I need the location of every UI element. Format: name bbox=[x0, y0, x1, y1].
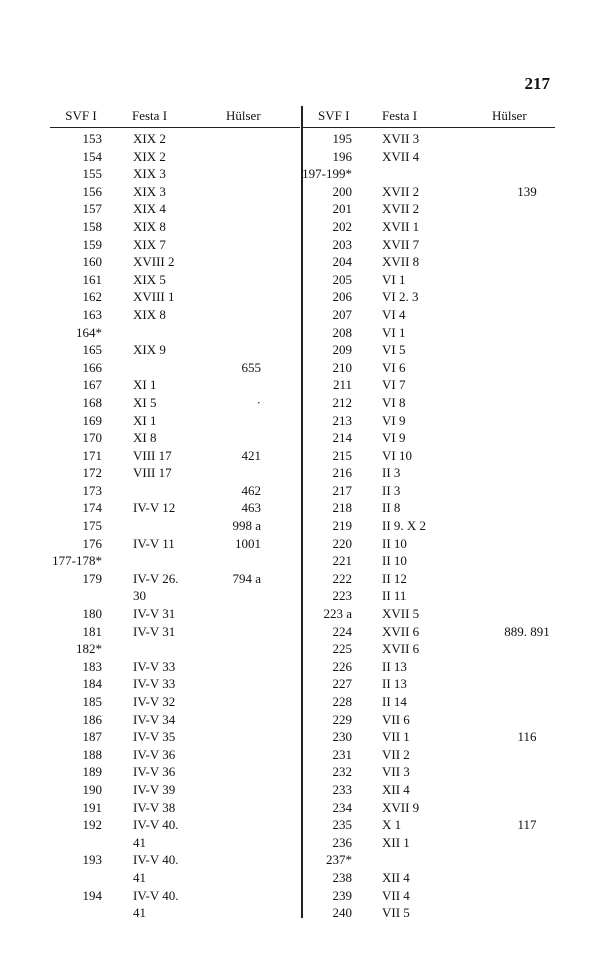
cell-svf: 177-178* bbox=[52, 553, 102, 569]
cell-festa: IV-V 36 bbox=[133, 746, 176, 762]
left-rows bbox=[50, 128, 300, 922]
header-hulser: Hülser bbox=[492, 108, 527, 123]
cell-festa: XVII 9 bbox=[382, 799, 420, 815]
cell-festa: II 13 bbox=[382, 658, 407, 674]
cell-svf: 200 bbox=[332, 183, 352, 199]
table-row bbox=[50, 200, 300, 218]
cell-svf: 189 bbox=[82, 764, 102, 780]
cell-festa: IV-V 39 bbox=[133, 781, 176, 797]
table-row bbox=[50, 711, 300, 729]
cell-festa: II 11 bbox=[382, 588, 407, 604]
table-row bbox=[302, 253, 555, 271]
cell-festa: X 1 bbox=[382, 817, 402, 833]
cell-svf: 218 bbox=[332, 500, 352, 516]
cell-festa: II 3 bbox=[382, 465, 401, 481]
cell-svf: 236 bbox=[332, 834, 352, 850]
cell-svf: 227 bbox=[332, 676, 352, 692]
cell-svf: 202 bbox=[332, 218, 352, 234]
table-row bbox=[302, 869, 555, 887]
cell-svf: 192 bbox=[82, 817, 102, 833]
cell-festa: VI 2. 3 bbox=[382, 289, 419, 305]
cell-festa: IV-V 40. bbox=[133, 817, 179, 833]
table-row bbox=[302, 623, 555, 641]
table-row bbox=[302, 517, 555, 535]
table-row bbox=[302, 675, 555, 693]
table-row bbox=[50, 781, 300, 799]
cell-festa: XII 4 bbox=[382, 869, 410, 885]
table-row bbox=[50, 271, 300, 289]
cell-festa: VII 2 bbox=[382, 746, 410, 762]
cell-svf: 235 bbox=[332, 817, 352, 833]
cell-festa: VIII 17 bbox=[133, 465, 172, 481]
table-row bbox=[50, 728, 300, 746]
cell-svf: 195 bbox=[332, 131, 352, 146]
cell-svf: 184 bbox=[82, 676, 102, 692]
cell-svf: 168 bbox=[82, 394, 102, 410]
table-row bbox=[50, 517, 300, 535]
cell-svf: 171 bbox=[82, 447, 102, 463]
cell-hulser: 462 bbox=[241, 482, 261, 498]
table-row bbox=[302, 781, 555, 799]
cell-svf: 194 bbox=[82, 887, 102, 903]
table-row bbox=[50, 306, 300, 324]
table-row bbox=[302, 288, 555, 306]
cell-festa: XIX 7 bbox=[133, 236, 166, 252]
table-row bbox=[302, 447, 555, 465]
cell-svf: 238 bbox=[332, 869, 352, 885]
cell-svf: 209 bbox=[332, 342, 352, 358]
cell-festa: XI 1 bbox=[133, 377, 157, 393]
cell-svf: 225 bbox=[332, 641, 352, 657]
cell-svf: 157 bbox=[82, 201, 102, 217]
cell-svf: 237* bbox=[326, 852, 352, 868]
cell-svf: 191 bbox=[82, 799, 102, 815]
cell-festa: VI 1 bbox=[382, 271, 406, 287]
cell-hulser: · bbox=[256, 394, 261, 410]
cell-svf: 182* bbox=[76, 641, 102, 657]
table-row bbox=[302, 464, 555, 482]
cell-svf: 223 a bbox=[323, 606, 352, 622]
cell-festa: XVIII 2 bbox=[133, 254, 175, 270]
cell-svf: 224 bbox=[332, 623, 352, 639]
left-header-row bbox=[50, 106, 300, 128]
table-row bbox=[50, 464, 300, 482]
cell-festa: XVII 6 bbox=[382, 623, 420, 639]
cell-svf: 172 bbox=[82, 465, 102, 481]
page-number: 217 bbox=[524, 74, 550, 93]
table-row bbox=[50, 623, 300, 641]
cell-svf: 180 bbox=[82, 606, 102, 622]
cell-festa: 41 bbox=[133, 869, 146, 885]
cell-svf: 185 bbox=[82, 694, 102, 709]
table-row bbox=[302, 148, 555, 166]
cell-svf: 179 bbox=[82, 570, 102, 586]
cell-festa: VII 6 bbox=[382, 711, 410, 727]
table-row bbox=[302, 218, 555, 236]
table-row bbox=[50, 570, 300, 588]
cell-svf: 196 bbox=[332, 148, 352, 164]
cell-svf: 208 bbox=[332, 324, 352, 340]
table-row bbox=[50, 253, 300, 271]
table-row bbox=[302, 394, 555, 412]
cell-festa: VII 5 bbox=[382, 905, 410, 921]
cell-hulser: 794 a bbox=[232, 570, 261, 586]
table-row bbox=[50, 148, 300, 166]
table-row bbox=[50, 394, 300, 412]
table-row bbox=[50, 658, 300, 676]
table-row bbox=[302, 605, 555, 623]
table-row bbox=[50, 359, 300, 377]
table-row bbox=[50, 429, 300, 447]
table-row bbox=[302, 763, 555, 781]
cell-svf: 165 bbox=[82, 342, 102, 358]
cell-festa: XIX 3 bbox=[133, 183, 166, 199]
cell-festa: VI 8 bbox=[382, 394, 406, 410]
cell-festa: II 3 bbox=[382, 482, 401, 498]
cell-festa: 41 bbox=[133, 834, 146, 850]
cell-festa: XIX 8 bbox=[133, 306, 166, 322]
table-row bbox=[302, 359, 555, 377]
table-row bbox=[50, 605, 300, 623]
table-row bbox=[302, 640, 555, 658]
header-hulser: Hülser bbox=[226, 108, 261, 123]
cell-svf: 212 bbox=[332, 394, 352, 410]
cell-svf: 234 bbox=[332, 799, 352, 815]
cell-festa: XVII 2 bbox=[382, 183, 420, 199]
cell-svf: 217 bbox=[332, 482, 352, 498]
cell-svf: 188 bbox=[82, 746, 102, 762]
cell-festa: VI 6 bbox=[382, 359, 406, 375]
cell-svf: 156 bbox=[82, 183, 102, 199]
table-row bbox=[302, 834, 555, 852]
table-row bbox=[302, 271, 555, 289]
cell-festa: VI 5 bbox=[382, 342, 406, 358]
cell-festa: VIII 17 bbox=[133, 447, 172, 463]
table-row bbox=[302, 236, 555, 254]
table-row bbox=[50, 851, 300, 869]
cell-svf: 219 bbox=[332, 518, 352, 534]
cell-svf: 204 bbox=[332, 254, 352, 270]
table-row bbox=[302, 728, 555, 746]
table-row bbox=[302, 746, 555, 764]
table-row bbox=[50, 447, 300, 465]
cell-hulser: 116 bbox=[517, 729, 537, 745]
table-row bbox=[50, 869, 300, 887]
cell-festa: IV-V 33 bbox=[133, 658, 176, 674]
table-row bbox=[50, 236, 300, 254]
cell-svf: 211 bbox=[332, 377, 352, 393]
cell-festa: VI 9 bbox=[382, 412, 406, 428]
left-column-block bbox=[50, 106, 300, 922]
table-row bbox=[302, 429, 555, 447]
cell-festa: IV-V 35 bbox=[133, 729, 176, 745]
cell-svf: 214 bbox=[332, 430, 352, 446]
cell-svf: 186 bbox=[82, 711, 102, 727]
cell-festa: XVII 7 bbox=[382, 236, 420, 252]
cell-festa: XIX 3 bbox=[133, 166, 166, 182]
table-row bbox=[302, 165, 555, 183]
table-row bbox=[302, 711, 555, 729]
table-row bbox=[302, 816, 555, 834]
header-svf: SVF I bbox=[65, 108, 97, 123]
cell-svf: 154 bbox=[82, 148, 102, 164]
header-festa: Festa I bbox=[382, 108, 418, 123]
cell-svf: 190 bbox=[82, 781, 102, 797]
cell-svf: 205 bbox=[332, 271, 352, 287]
right-column-block bbox=[302, 106, 555, 922]
cell-svf: 232 bbox=[332, 764, 352, 780]
table-row bbox=[302, 183, 555, 201]
cell-festa: IV-V 40. bbox=[133, 887, 179, 903]
cell-festa: VII 3 bbox=[382, 764, 410, 780]
cell-festa: VI 10 bbox=[382, 447, 412, 463]
cell-festa: II 9. X 2 bbox=[382, 518, 427, 534]
cell-festa: II 13 bbox=[382, 676, 407, 692]
cell-festa: XI 1 bbox=[133, 412, 157, 428]
cell-festa: II 10 bbox=[382, 553, 407, 569]
cell-festa: IV-V 34 bbox=[133, 711, 176, 727]
cell-festa: VI 1 bbox=[382, 324, 406, 340]
cell-svf: 187 bbox=[82, 729, 102, 745]
table-row bbox=[302, 499, 555, 517]
cell-festa: II 14 bbox=[382, 694, 407, 709]
table-row bbox=[50, 816, 300, 834]
table-row bbox=[50, 482, 300, 500]
table-row bbox=[50, 587, 300, 605]
cell-festa: XVII 2 bbox=[382, 201, 420, 217]
cell-hulser: 1001 bbox=[235, 535, 261, 551]
table-row bbox=[302, 200, 555, 218]
cell-festa: VI 7 bbox=[382, 377, 406, 393]
cell-hulser: 998 a bbox=[232, 518, 261, 534]
table-row bbox=[50, 799, 300, 817]
cell-hulser: 655 bbox=[241, 359, 261, 375]
table-row bbox=[302, 341, 555, 359]
cell-festa: IV-V 33 bbox=[133, 676, 176, 692]
cell-festa: XVII 4 bbox=[382, 148, 420, 164]
cell-festa: XVII 6 bbox=[382, 641, 420, 657]
cell-svf: 216 bbox=[332, 465, 352, 481]
cell-festa: IV-V 26. bbox=[133, 570, 179, 586]
cell-hulser: 421 bbox=[241, 447, 261, 463]
cell-svf: 228 bbox=[332, 694, 352, 709]
cell-festa: XVIII 1 bbox=[133, 289, 175, 305]
table-row bbox=[50, 763, 300, 781]
cell-festa: XVII 8 bbox=[382, 254, 420, 270]
table-row bbox=[50, 904, 300, 922]
cell-svf: 162 bbox=[82, 289, 102, 305]
cell-svf: 169 bbox=[82, 412, 102, 428]
cell-svf: 155 bbox=[82, 166, 102, 182]
cell-festa: IV-V 38 bbox=[133, 799, 176, 815]
cell-svf: 201 bbox=[332, 201, 352, 217]
cell-svf: 207 bbox=[332, 306, 352, 322]
cell-svf: 223 bbox=[332, 588, 352, 604]
cell-festa: 41 bbox=[133, 905, 146, 921]
table-row bbox=[302, 130, 555, 148]
cell-festa: XII 4 bbox=[382, 781, 410, 797]
cell-svf: 174 bbox=[82, 500, 102, 516]
cell-festa: XIX 5 bbox=[133, 271, 166, 287]
cell-festa: IV-V 31 bbox=[133, 623, 176, 639]
cell-svf: 176 bbox=[82, 535, 102, 551]
table-row bbox=[302, 693, 555, 711]
table-row bbox=[50, 499, 300, 517]
table-row bbox=[302, 887, 555, 905]
cell-svf: 183 bbox=[82, 658, 102, 674]
cell-festa: XVII 1 bbox=[382, 218, 420, 234]
cell-svf: 197-199* bbox=[302, 166, 352, 182]
table-row bbox=[50, 324, 300, 342]
cell-festa: IV-V 12 bbox=[133, 500, 176, 516]
cell-hulser: 139 bbox=[517, 183, 537, 199]
table-row bbox=[50, 218, 300, 236]
table-row bbox=[50, 552, 300, 570]
cell-festa: II 12 bbox=[382, 570, 407, 586]
cell-festa: VII 1 bbox=[382, 729, 410, 745]
cell-svf: 240 bbox=[332, 905, 352, 921]
cell-svf: 160 bbox=[82, 254, 102, 270]
cell-svf: 153 bbox=[82, 131, 102, 146]
cell-svf: 213 bbox=[332, 412, 352, 428]
table-row bbox=[302, 570, 555, 588]
cell-svf: 231 bbox=[332, 746, 352, 762]
table-row bbox=[302, 587, 555, 605]
cell-svf: 221 bbox=[332, 553, 352, 569]
cell-festa: II 10 bbox=[382, 535, 407, 551]
cell-festa: XIX 9 bbox=[133, 342, 166, 358]
cell-svf: 226 bbox=[332, 658, 352, 674]
cell-svf: 203 bbox=[332, 236, 352, 252]
cell-svf: 215 bbox=[332, 447, 352, 463]
cell-svf: 222 bbox=[332, 570, 352, 586]
table-row bbox=[302, 306, 555, 324]
right-rows bbox=[302, 128, 555, 922]
table-row bbox=[302, 658, 555, 676]
cell-festa: 30 bbox=[133, 588, 146, 604]
cell-svf: 229 bbox=[332, 711, 352, 727]
cell-festa: VII 4 bbox=[382, 887, 410, 903]
cell-hulser: 463 bbox=[241, 500, 261, 516]
table-row bbox=[302, 799, 555, 817]
table-row bbox=[50, 165, 300, 183]
cell-festa: XI 8 bbox=[133, 430, 157, 446]
cell-svf: 233 bbox=[332, 781, 352, 797]
table-row bbox=[50, 535, 300, 553]
cell-svf: 164* bbox=[76, 324, 102, 340]
cell-svf: 158 bbox=[82, 218, 102, 234]
table-row bbox=[302, 904, 555, 922]
table-row bbox=[302, 535, 555, 553]
table-row bbox=[50, 130, 300, 148]
cell-festa: IV-V 32 bbox=[133, 694, 176, 709]
cell-festa: VI 9 bbox=[382, 430, 406, 446]
table-row bbox=[50, 183, 300, 201]
cell-svf: 167 bbox=[82, 377, 102, 393]
cell-festa: XVII 3 bbox=[382, 131, 420, 146]
cell-svf: 163 bbox=[82, 306, 102, 322]
cell-festa: IV-V 40. bbox=[133, 852, 179, 868]
table-row bbox=[50, 887, 300, 905]
cell-festa: XIX 8 bbox=[133, 218, 166, 234]
cell-festa: XIX 2 bbox=[133, 148, 166, 164]
table-row bbox=[50, 341, 300, 359]
table-row bbox=[302, 482, 555, 500]
cell-svf: 239 bbox=[332, 887, 352, 903]
header-festa: Festa I bbox=[132, 108, 168, 123]
table-row bbox=[50, 746, 300, 764]
cell-svf: 220 bbox=[332, 535, 352, 551]
table-row bbox=[50, 288, 300, 306]
cell-svf: 159 bbox=[82, 236, 102, 252]
table-row bbox=[50, 640, 300, 658]
right-header-row bbox=[302, 106, 555, 128]
cell-hulser: 889. 891 bbox=[504, 623, 550, 639]
cell-svf: 175 bbox=[82, 518, 102, 534]
table-row bbox=[50, 376, 300, 394]
cell-svf: 210 bbox=[332, 359, 352, 375]
cell-svf: 173 bbox=[82, 482, 102, 498]
cell-festa: XII 1 bbox=[382, 834, 410, 850]
table-row bbox=[302, 324, 555, 342]
table-row bbox=[302, 412, 555, 430]
cell-svf: 230 bbox=[332, 729, 352, 745]
table-row bbox=[50, 834, 300, 852]
table-row bbox=[302, 376, 555, 394]
table-row bbox=[302, 851, 555, 869]
cell-festa: IV-V 31 bbox=[133, 606, 176, 622]
cell-svf: 170 bbox=[82, 430, 102, 446]
table-row bbox=[302, 552, 555, 570]
table-row bbox=[50, 693, 300, 711]
cell-svf: 161 bbox=[82, 271, 102, 287]
cell-festa: VI 4 bbox=[382, 306, 406, 322]
cell-hulser: 117 bbox=[517, 817, 537, 833]
header-svf: SVF I bbox=[318, 108, 350, 123]
cell-svf: 206 bbox=[332, 289, 352, 305]
cell-svf: 166 bbox=[82, 359, 102, 375]
concordance-table bbox=[50, 106, 555, 921]
cell-svf: 193 bbox=[82, 852, 102, 868]
cell-festa: IV-V 36 bbox=[133, 764, 176, 780]
cell-festa: XVII 5 bbox=[382, 606, 420, 622]
cell-festa: XI 5 bbox=[133, 394, 157, 410]
cell-festa: II 8 bbox=[382, 500, 401, 516]
table-row bbox=[50, 412, 300, 430]
cell-festa: IV-V 11 bbox=[133, 535, 175, 551]
cell-festa: XIX 2 bbox=[133, 131, 166, 146]
cell-svf: 181 bbox=[82, 623, 102, 639]
cell-festa: XIX 4 bbox=[133, 201, 166, 217]
table-row bbox=[50, 675, 300, 693]
